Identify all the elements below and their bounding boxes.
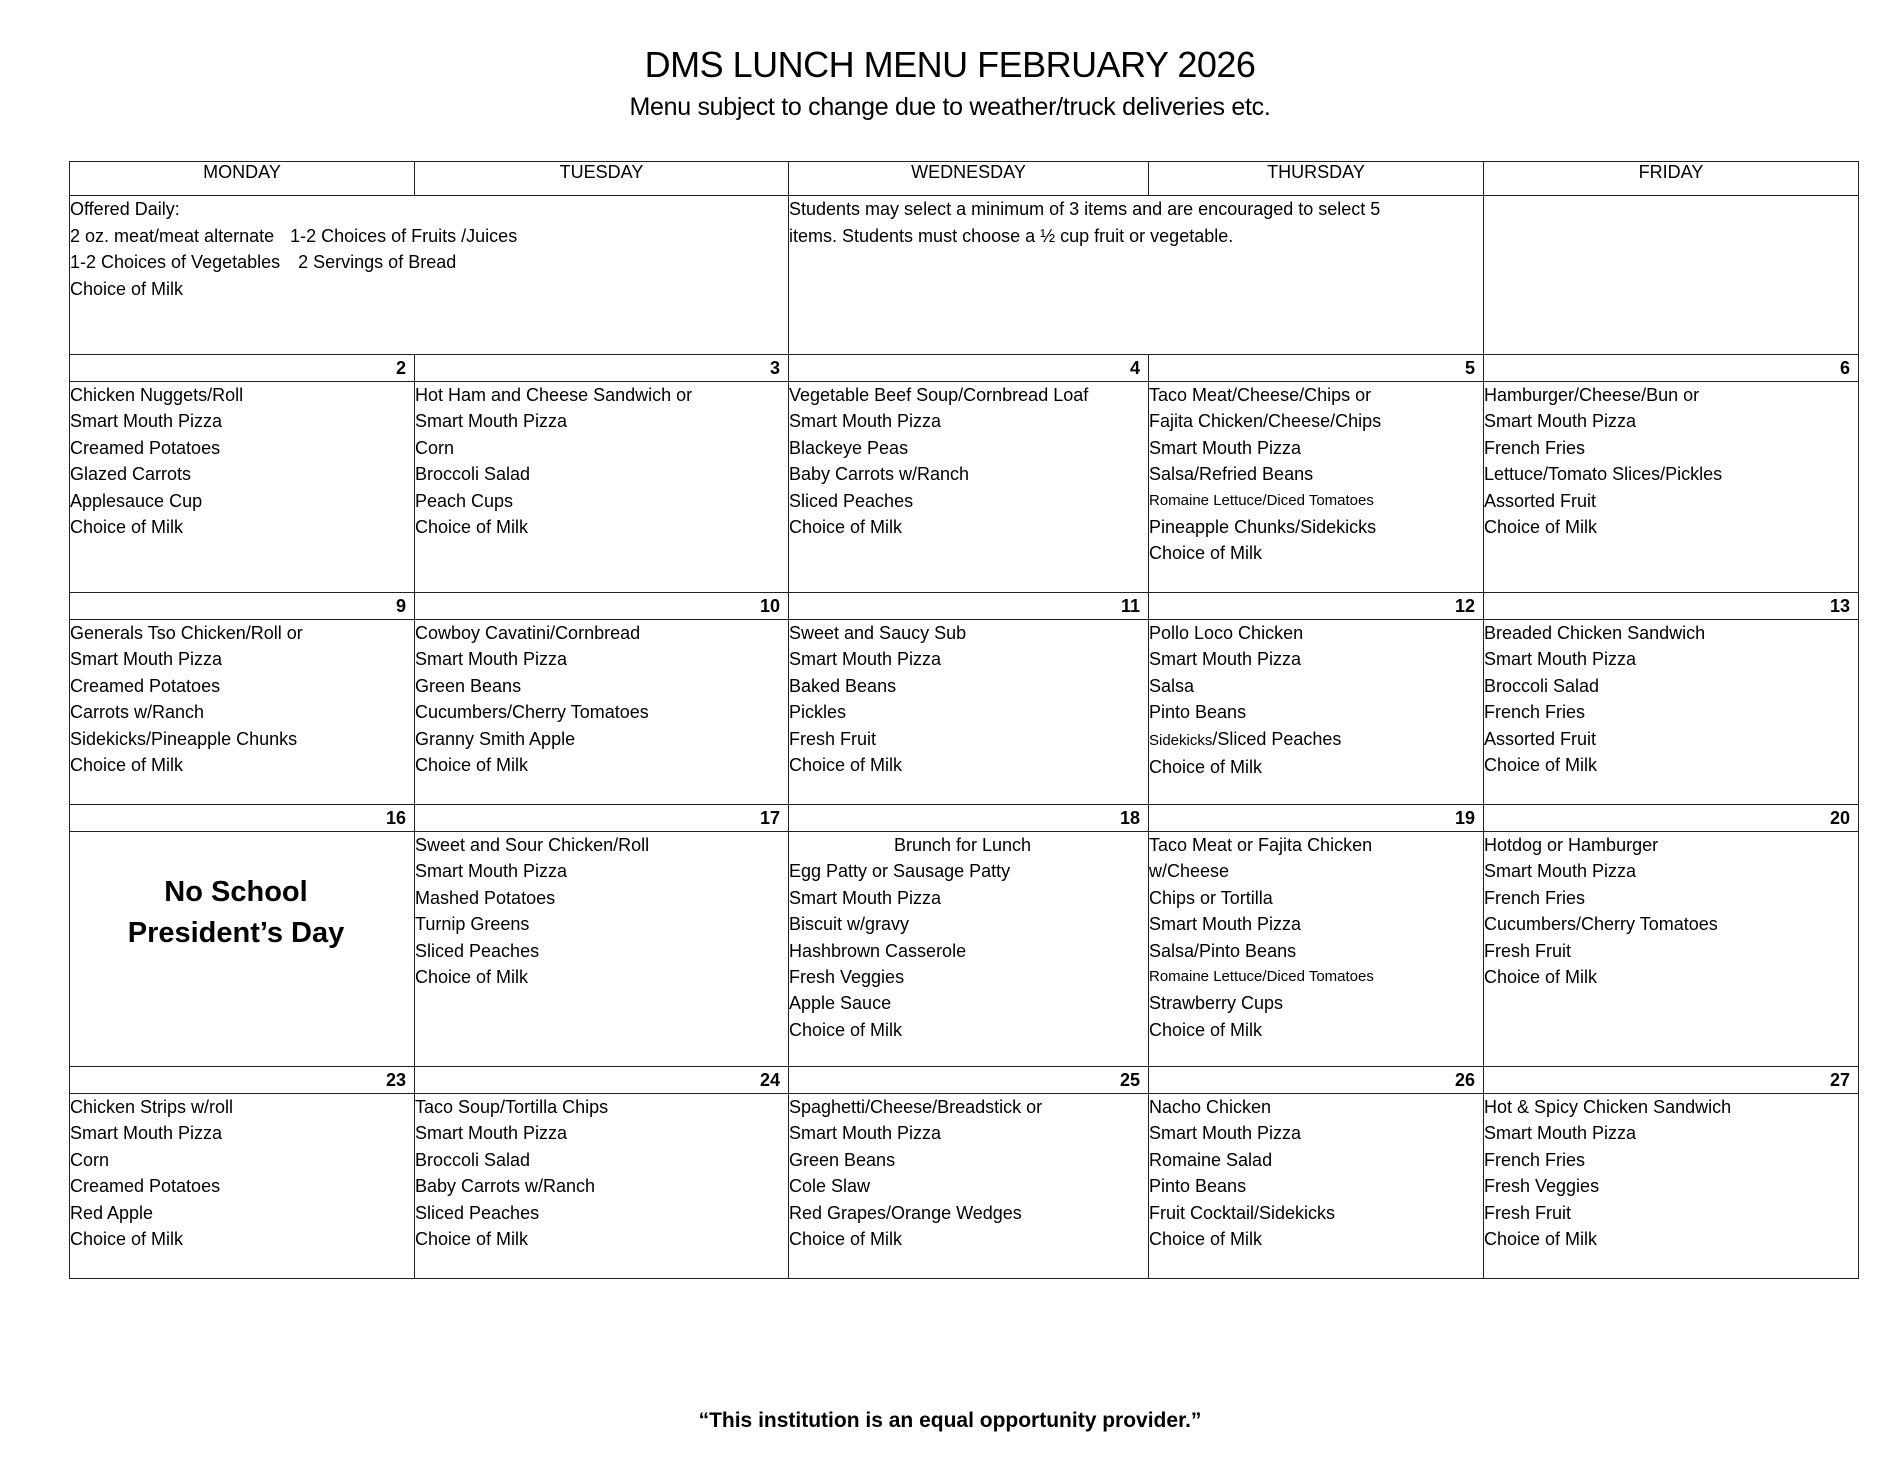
date-number: 13 xyxy=(1484,593,1859,620)
menu-item: Choice of Milk xyxy=(70,517,184,538)
menu-item: Sliced Peaches xyxy=(789,490,914,511)
offered-row xyxy=(70,223,788,250)
date-number: 19 xyxy=(1149,805,1484,832)
menu-item: Assorted Fruit xyxy=(1484,490,1597,511)
menu-item: Choice of Milk xyxy=(1484,755,1598,776)
menu-item: Smart Mouth Pizza xyxy=(415,411,568,432)
menu-item: Choice of Milk xyxy=(1484,517,1598,538)
date-number: 23 xyxy=(70,1067,415,1094)
menu-item: Smart Mouth Pizza xyxy=(415,861,568,882)
menu-item: Smart Mouth Pizza xyxy=(415,1123,568,1144)
info-row xyxy=(70,196,1859,355)
menu-item: Broccoli Salad xyxy=(415,1149,531,1170)
day-menu-cell xyxy=(1149,1094,1484,1279)
date-number: 27 xyxy=(1484,1067,1859,1094)
menu-item: Mashed Potatoes xyxy=(415,887,556,908)
header-wednesday: WEDNESDAY xyxy=(789,162,1149,196)
page-subtitle: Menu subject to change due to weather/truck deliveries etc. xyxy=(629,93,1271,121)
menu-item-part: /Sliced Peaches xyxy=(1212,728,1342,749)
date-row xyxy=(70,1067,1859,1094)
date-number: 2 xyxy=(70,355,415,382)
menu-item: w/Cheese xyxy=(1149,861,1230,882)
date-number: 18 xyxy=(789,805,1149,832)
menu-item: Sliced Peaches xyxy=(415,940,540,961)
menu-row xyxy=(70,1094,1859,1279)
menu-item: Fresh Veggies xyxy=(1484,1176,1600,1197)
menu-item: Choice of Milk xyxy=(789,755,903,776)
menu-item: Romaine Salad xyxy=(1149,1149,1273,1170)
menu-item: Turnip Greens xyxy=(415,914,530,935)
menu-item: Choice of Milk xyxy=(1149,543,1263,564)
menu-item: Romaine Lettuce/Diced Tomatoes xyxy=(1149,968,1374,986)
menu-item: French Fries xyxy=(1484,887,1586,908)
menu-item: Baby Carrots w/Ranch xyxy=(789,464,970,485)
menu-item: Pineapple Chunks/Sidekicks xyxy=(1149,517,1377,538)
day-menu-cell xyxy=(1149,382,1484,593)
menu-item: Baby Carrots w/Ranch xyxy=(415,1176,596,1197)
menu-item: Choice of Milk xyxy=(415,755,529,776)
students-rule-line: Students may select a minimum of 3 items and are encouraged to select 5 xyxy=(789,199,1381,219)
offered-daily-info xyxy=(70,196,789,355)
menu-item: Pinto Beans xyxy=(1149,1176,1247,1197)
day-menu-cell xyxy=(789,382,1149,593)
menu-item: Choice of Milk xyxy=(1149,1019,1263,1040)
menu-row xyxy=(70,382,1859,593)
menu-item: Red Apple xyxy=(70,1202,154,1223)
date-number: 5 xyxy=(1149,355,1484,382)
day-menu-cell xyxy=(415,620,789,805)
menu-item: Smart Mouth Pizza xyxy=(1484,861,1637,882)
date-row xyxy=(70,355,1859,382)
day-menu-cell xyxy=(415,382,789,593)
menu-item: Taco Meat/Cheese/Chips or xyxy=(1149,385,1372,405)
menu-item: Romaine Lettuce/Diced Tomatoes xyxy=(1149,491,1374,509)
menu-item: Vegetable Beef Soup/Cornbread Loaf xyxy=(789,385,1089,405)
menu-item: Choice of Milk xyxy=(789,1019,903,1040)
date-row xyxy=(70,805,1859,832)
header-friday: FRIDAY xyxy=(1484,162,1859,196)
menu-item: Sidekicks/Pineapple Chunks xyxy=(70,728,298,749)
menu-item: Hamburger/Cheese/Bun or xyxy=(1484,385,1700,405)
menu-item: Choice of Milk xyxy=(70,1229,184,1250)
day-menu-cell xyxy=(789,1094,1149,1279)
menu-item: Peach Cups xyxy=(415,490,514,511)
day-menu-cell xyxy=(70,1094,415,1279)
day-menu-cell xyxy=(415,1094,789,1279)
header-monday: MONDAY xyxy=(70,162,415,196)
menu-item: Broccoli Salad xyxy=(415,464,531,485)
menu-item: Red Grapes/Orange Wedges xyxy=(789,1202,1022,1223)
no-school-notice xyxy=(58,832,414,954)
date-number: 17 xyxy=(415,805,789,832)
menu-item: Sweet and Sour Chicken/Roll xyxy=(415,835,650,855)
menu-item: Smart Mouth Pizza xyxy=(1149,914,1302,935)
menu-item: Smart Mouth Pizza xyxy=(70,411,223,432)
date-number: 6 xyxy=(1484,355,1859,382)
date-number: 24 xyxy=(415,1067,789,1094)
menu-item: Glazed Carrots xyxy=(70,464,192,485)
menu-item: Corn xyxy=(70,1149,110,1170)
menu-item: Taco Meat or Fajita Chicken xyxy=(1149,835,1373,855)
day-menu-cell xyxy=(70,382,415,593)
date-number: 3 xyxy=(415,355,789,382)
menu-item: Choice of Milk xyxy=(415,967,529,988)
offered-row xyxy=(70,276,788,303)
menu-item: Choice of Milk xyxy=(70,755,184,776)
menu-item: Smart Mouth Pizza xyxy=(70,649,223,670)
menu-item: Fresh Fruit xyxy=(789,728,877,749)
menu-item: Taco Soup/Tortilla Chips xyxy=(415,1097,609,1117)
menu-item: Brunch for Lunch xyxy=(893,835,1032,855)
day-menu-cell xyxy=(415,832,789,1067)
menu-item: Creamed Potatoes xyxy=(70,437,221,458)
menu-row xyxy=(70,620,1859,805)
date-row xyxy=(70,593,1859,620)
friday-info-empty xyxy=(1484,196,1859,355)
menu-item: Cowboy Cavatini/Cornbread xyxy=(415,623,641,643)
menu-item: Choice of Milk xyxy=(1149,757,1263,778)
menu-item: Choice of Milk xyxy=(415,1229,529,1250)
menu-item: Smart Mouth Pizza xyxy=(789,887,942,908)
menu-item: Baked Beans xyxy=(789,675,897,696)
menu-item: Pollo Loco Chicken xyxy=(1149,623,1304,643)
menu-item: Granny Smith Apple xyxy=(415,728,576,749)
menu-item: Smart Mouth Pizza xyxy=(1149,1123,1302,1144)
menu-item: Salsa xyxy=(1149,675,1195,696)
no-school-text: No School xyxy=(164,876,308,908)
date-number: 11 xyxy=(789,593,1149,620)
menu-item: Smart Mouth Pizza xyxy=(789,1123,942,1144)
menu-item: Apple Sauce xyxy=(789,993,892,1014)
page-title: DMS LUNCH MENU FEBRUARY 2026 xyxy=(644,44,1256,85)
menu-item: French Fries xyxy=(1484,437,1586,458)
menu-item: Choice of Milk xyxy=(1484,967,1598,988)
menu-item: Chips or Tortilla xyxy=(1149,887,1273,908)
menu-item: Carrots w/Ranch xyxy=(70,702,205,723)
menu-item: French Fries xyxy=(1484,1149,1586,1170)
menu-item: Biscuit w/gravy xyxy=(789,914,910,935)
menu-item: Applesauce Cup xyxy=(70,490,203,511)
date-number: 16 xyxy=(70,805,415,832)
menu-item: Smart Mouth Pizza xyxy=(1484,1123,1637,1144)
menu-item: Smart Mouth Pizza xyxy=(415,649,568,670)
menu-item: Green Beans xyxy=(415,675,522,696)
menu-item: Blackeye Peas xyxy=(789,437,909,458)
offered-row xyxy=(70,249,788,276)
menu-item: Lettuce/Tomato Slices/Pickles xyxy=(1484,464,1723,485)
menu-item: Choice of Milk xyxy=(415,517,529,538)
menu-item: Hot Ham and Cheese Sandwich or xyxy=(415,385,693,405)
date-number: 4 xyxy=(789,355,1149,382)
date-number: 9 xyxy=(70,593,415,620)
offered-item: 2 oz. meat/meat alternate xyxy=(70,225,275,246)
menu-item: Smart Mouth Pizza xyxy=(789,649,942,670)
menu-item: Smart Mouth Pizza xyxy=(70,1123,223,1144)
menu-item: Breaded Chicken Sandwich xyxy=(1484,623,1706,643)
offered-item: 1-2 Choices of Fruits /Juices xyxy=(290,225,518,246)
menu-item: Smart Mouth Pizza xyxy=(1149,649,1302,670)
menu-item: Fajita Chicken/Cheese/Chips xyxy=(1149,411,1382,432)
menu-item: Cole Slaw xyxy=(789,1176,871,1197)
menu-item: Pinto Beans xyxy=(1149,702,1247,723)
menu-item: Fresh Fruit xyxy=(1484,940,1572,961)
offered-item: 1-2 Choices of Vegetables xyxy=(70,252,281,272)
menu-item: Chicken Nuggets/Roll xyxy=(70,385,244,405)
offered-title: Offered Daily: xyxy=(70,199,180,219)
menu-item: Choice of Milk xyxy=(1149,1229,1263,1250)
student-selection-info xyxy=(789,196,1484,355)
menu-item: Nacho Chicken xyxy=(1149,1097,1272,1117)
menu-item: Pickles xyxy=(789,702,847,723)
menu-item: Chicken Strips w/roll xyxy=(70,1097,234,1117)
menu-item: Sweet and Saucy Sub xyxy=(789,623,967,643)
day-menu-cell xyxy=(1484,832,1859,1067)
menu-item: Creamed Potatoes xyxy=(70,1176,221,1197)
menu-item: Hashbrown Casserole xyxy=(789,940,967,961)
menu-item: Spaghetti/Cheese/Breadstick or xyxy=(789,1097,1043,1117)
menu-row xyxy=(70,832,1859,1067)
menu-item: Choice of Milk xyxy=(1484,1229,1598,1250)
menu-item: Hot & Spicy Chicken Sandwich xyxy=(1484,1097,1732,1117)
menu-item: Fresh Fruit xyxy=(1484,1202,1572,1223)
menu-item: Smart Mouth Pizza xyxy=(789,411,942,432)
menu-item: Generals Tso Chicken/Roll or xyxy=(70,623,303,643)
menu-item: Egg Patty or Sausage Patty xyxy=(789,861,1011,882)
day-menu-cell xyxy=(1484,382,1859,593)
menu-item: Salsa/Refried Beans xyxy=(1149,464,1314,485)
date-number: 10 xyxy=(415,593,789,620)
offered-item: 2 Servings of Bread xyxy=(298,252,457,272)
menu-item: Sliced Peaches xyxy=(415,1202,540,1223)
day-menu-cell xyxy=(1149,832,1484,1067)
no-school-text: President’s Day xyxy=(127,917,345,949)
menu-item: Smart Mouth Pizza xyxy=(1149,437,1302,458)
students-rule-line: items. Students must choose a ½ cup fruit or vegetable. xyxy=(789,225,1234,246)
menu-item: Smart Mouth Pizza xyxy=(1484,649,1637,670)
menu-item: Corn xyxy=(415,437,455,458)
lunch-menu-calendar xyxy=(69,161,1859,1279)
date-number: 12 xyxy=(1149,593,1484,620)
header-thursday: THURSDAY xyxy=(1149,162,1484,196)
day-menu-cell xyxy=(1149,620,1484,805)
day-menu-cell xyxy=(70,832,415,1067)
menu-item: Assorted Fruit xyxy=(1484,728,1597,749)
day-menu-cell xyxy=(70,620,415,805)
menu-item: Broccoli Salad xyxy=(1484,675,1600,696)
menu-item-part: Sidekicks xyxy=(1149,731,1213,749)
date-number: 20 xyxy=(1484,805,1859,832)
menu-item: Smart Mouth Pizza xyxy=(1484,411,1637,432)
menu-item: Choice of Milk xyxy=(789,1229,903,1250)
offered-item: Choice of Milk xyxy=(70,278,184,299)
menu-item: Salsa/Pinto Beans xyxy=(1149,940,1297,961)
day-menu-cell xyxy=(789,620,1149,805)
day-menu-cell xyxy=(789,832,1149,1067)
weekday-header-row xyxy=(70,162,1859,196)
date-number: 26 xyxy=(1149,1067,1484,1094)
date-number: 25 xyxy=(789,1067,1149,1094)
menu-item: Hotdog or Hamburger xyxy=(1484,835,1659,855)
menu-item: Cucumbers/Cherry Tomatoes xyxy=(1484,914,1718,935)
menu-item: Fresh Veggies xyxy=(789,967,905,988)
menu-item: Fruit Cocktail/Sidekicks xyxy=(1149,1202,1336,1223)
equal-opportunity-statement: “This institution is an equal opportunity provider.” xyxy=(698,1409,1202,1432)
menu-item: Strawberry Cups xyxy=(1149,993,1284,1014)
menu-item: Green Beans xyxy=(789,1149,896,1170)
day-menu-cell xyxy=(1484,620,1859,805)
menu-item xyxy=(1149,726,1483,754)
day-menu-cell xyxy=(1484,1094,1859,1279)
menu-item: Creamed Potatoes xyxy=(70,675,221,696)
menu-item: French Fries xyxy=(1484,702,1586,723)
header-tuesday: TUESDAY xyxy=(415,162,789,196)
menu-item: Cucumbers/Cherry Tomatoes xyxy=(415,702,649,723)
menu-item: Choice of Milk xyxy=(789,517,903,538)
